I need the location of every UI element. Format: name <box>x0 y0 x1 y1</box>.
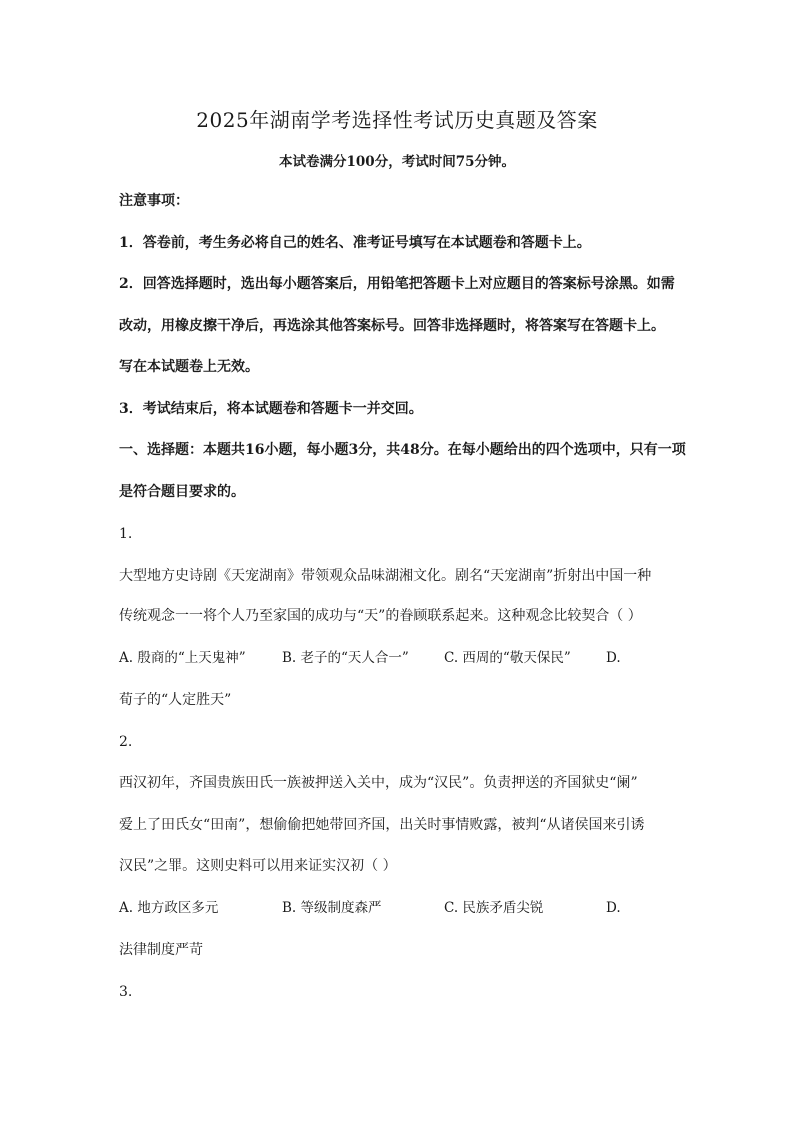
question-1-option-d-text: 荀子的“人定胜天” <box>119 692 232 708</box>
question-2-option-c: C. 民族矛盾尖锐 <box>444 900 544 916</box>
notice-item-3: 3．考试结束后，将本试题卷和答题卡一并交回。 <box>119 401 423 417</box>
question-2-option-b: B. 等级制度森严 <box>282 900 382 916</box>
question-2-stem-line-2: 爱上了田氏女“田南”，想偷偷把她带回齐国，出关时事情败露，被判“从诸侯国来引诱 <box>119 817 645 833</box>
section-heading-line-1: 一、选择题：本题共16小题，每小题3分，共48分。在每小题给出的四个选项中，只有一项 <box>119 442 686 458</box>
question-1-option-b: B. 老子的“天人合一” <box>282 650 409 666</box>
question-1-stem-line-2: 传统观念一一将个人乃至家国的成功与“天”的眷顾联系起来。这种观念比较契合（ ） <box>119 608 642 624</box>
exam-info: 本试卷满分100分，考试时间75分钟。 <box>279 154 515 170</box>
notice-item-2-line-3: 写在本试题卷上无效。 <box>119 359 259 375</box>
notice-item-1: 1．答卷前，考生务必将自己的姓名、准考证号填写在本试题卷和答题卡上。 <box>119 235 591 251</box>
notice-heading: 注意事项： <box>119 193 189 209</box>
notice-item-2-line-1: 2．回答选择题时，选出每小题答案后，用铅笔把答题卡上对应题目的答案标号涂黑。如需 <box>119 276 675 292</box>
question-2-option-a: A. 地方政区多元 <box>119 900 219 916</box>
question-2-number: 2. <box>119 734 133 750</box>
question-1-stem-line-1: 大型地方史诗剧《天宠湖南》带领观众品味湖湘文化。剧名“天宠湖南”折射出中国一种 <box>119 568 652 584</box>
section-heading-line-2: 是符合题目要求的。 <box>119 484 245 500</box>
question-2-option-d-text: 法律制度严苛 <box>119 942 203 958</box>
question-2-stem-line-1: 西汉初年，齐国贵族田氏一族被押送入关中，成为“汉民”。负责押送的齐国狱史“阑” <box>119 775 638 791</box>
question-1-number: 1. <box>119 526 133 542</box>
page-title: 2025年湖南学考选择性考试历史真题及答案 <box>196 108 598 132</box>
question-1-option-a: A. 殷商的“上天鬼神” <box>119 650 246 666</box>
question-2-option-d-label: D. <box>606 900 621 916</box>
question-1-option-c: C. 西周的“敬天保民” <box>444 650 571 666</box>
notice-item-2-line-2: 改动，用橡皮擦干净后，再选涂其他答案标号。回答非选择题时，将答案写在答题卡上。 <box>119 318 665 334</box>
question-1-option-d-label: D. <box>606 650 621 666</box>
question-3-number: 3. <box>119 984 133 1000</box>
question-2-stem-line-3: 汉民”之罪。这则史料可以用来证实汉初（ ） <box>119 858 397 874</box>
